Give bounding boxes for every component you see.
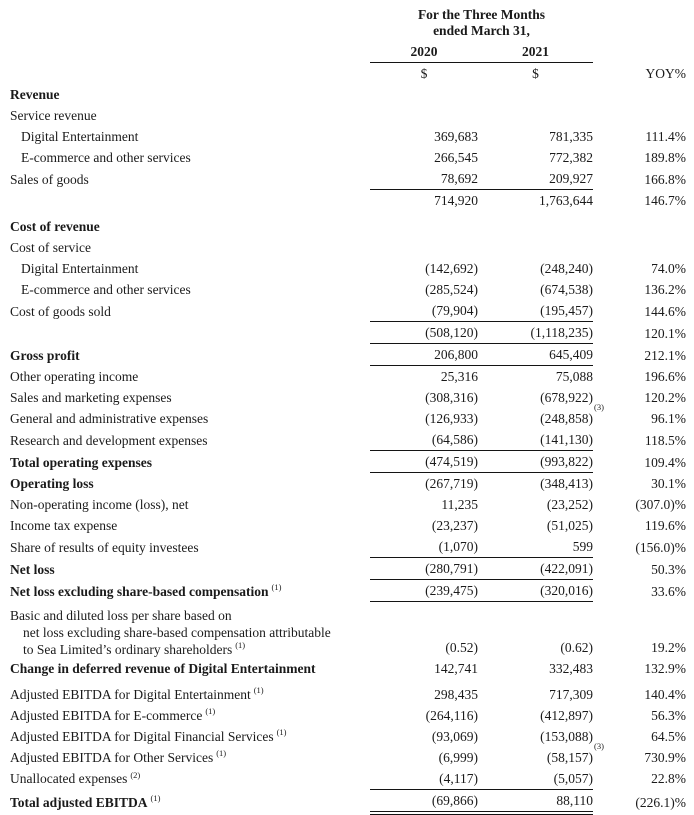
- row-label: Cost of service: [10, 240, 91, 255]
- period-line-2: ended March 31,: [433, 23, 530, 38]
- value-2020: (79,904): [431, 303, 478, 318]
- value-2021: 209,927: [549, 171, 593, 186]
- row-label: E-commerce and other services: [21, 150, 191, 165]
- value-2021: (993,822): [478, 451, 593, 473]
- value-2020: 78,692: [440, 171, 478, 186]
- row-label: Other operating income: [10, 369, 139, 384]
- table-row: [8, 726, 688, 747]
- table-row: [8, 258, 688, 279]
- value-yoy: 119.6%: [644, 518, 686, 533]
- footnote-marker: (1): [216, 748, 227, 758]
- value-2020: (239,475): [370, 580, 478, 602]
- table-row: [8, 515, 688, 536]
- value-2020: 369,683: [434, 129, 478, 144]
- row-label-line: Basic and diluted loss per share based on: [10, 607, 232, 623]
- table-row: [8, 322, 688, 344]
- table-row: [8, 366, 688, 388]
- row-label: Cost of revenue: [10, 219, 100, 234]
- row-label: Total adjusted EBITDA $^{(1)}$: [10, 793, 161, 810]
- table-row: [8, 536, 688, 558]
- value-2021: 332,483: [549, 660, 593, 676]
- row-label: Share of results of equity investees: [10, 539, 199, 555]
- value-2021: 645,409: [478, 344, 593, 366]
- table-row: [8, 768, 688, 790]
- value-2021: (348,413): [540, 476, 593, 491]
- value-2021: (195,457): [540, 303, 593, 318]
- value-2021: (141,130): [540, 432, 593, 447]
- value-yoy: 730.9%: [644, 749, 686, 765]
- table-row: [8, 451, 688, 473]
- value-yoy: 212.1%: [644, 347, 686, 363]
- value-2020: (142,692): [425, 261, 478, 276]
- table-row: [8, 168, 688, 190]
- table-row: [8, 580, 688, 602]
- value-2021: [478, 402, 604, 429]
- header-spacer: [8, 63, 370, 85]
- value-2021: 772,382: [549, 150, 593, 165]
- value-2021: (674,538): [540, 282, 593, 297]
- value-2021: (678,922): [540, 390, 593, 405]
- value-yoy: (226.1)%: [635, 794, 686, 810]
- value-yoy: 132.9%: [644, 660, 686, 676]
- value-yoy: 166.8%: [644, 171, 686, 187]
- value-2020: 298,435: [434, 686, 478, 702]
- table-row: [8, 658, 688, 679]
- table-body: [8, 84, 688, 813]
- value-yoy: (307.0)%: [635, 497, 686, 512]
- value-yoy: (156.0)%: [635, 539, 686, 555]
- table-row: [8, 408, 688, 429]
- header-spacer: [8, 7, 370, 42]
- table-row: [8, 387, 688, 408]
- value-2021: (422,091): [478, 558, 593, 580]
- value-2020: 142,741: [434, 660, 478, 676]
- row-label: [8, 190, 370, 212]
- footnote-marker: (1): [205, 706, 216, 716]
- value-2020: (64,586): [431, 432, 478, 447]
- value-2021: (51,025): [546, 518, 593, 533]
- value-2021: [478, 84, 593, 105]
- table-row: [8, 473, 688, 495]
- table-row: [8, 679, 688, 705]
- row-label: Digital Entertainment: [21, 261, 139, 276]
- footnote-marker: (1): [271, 582, 282, 592]
- value-2020: (508,120): [370, 322, 478, 344]
- value-yoy: 189.8%: [644, 150, 686, 165]
- value-2020: (264,116): [425, 707, 478, 723]
- table-row: [8, 602, 688, 658]
- row-label: [8, 602, 370, 658]
- value-with-footnote: (248,858) (3): [540, 402, 604, 426]
- table-row: [8, 147, 688, 168]
- value-2020: (69,866): [370, 789, 478, 813]
- table-row: [8, 105, 688, 126]
- value-2021: [478, 237, 593, 258]
- table-row: [8, 429, 688, 451]
- value-2021: 88,110: [478, 789, 593, 813]
- value-yoy: 33.6%: [651, 583, 686, 599]
- table-row: [8, 279, 688, 300]
- value-2021: (0.62): [560, 639, 593, 655]
- value-2020: [370, 211, 478, 237]
- value-2020: [370, 105, 478, 126]
- footnote-marker: (1): [253, 685, 264, 695]
- value-2021: 717,309: [549, 686, 593, 702]
- value-yoy: 109.4%: [644, 454, 686, 470]
- value-2020: (474,519): [370, 451, 478, 473]
- value-yoy: 64.5%: [651, 728, 686, 744]
- row-label: Research and development expenses: [10, 432, 208, 448]
- row-label: Total operating expenses: [10, 454, 153, 470]
- value-yoy: 50.3%: [651, 561, 686, 577]
- value-2020: [370, 237, 478, 258]
- value-yoy: 118.5%: [644, 432, 686, 448]
- row-label: Change in deferred revenue of Digital Entertainment: [10, 660, 316, 676]
- value-2020: 25,316: [440, 369, 478, 384]
- year-2020-header: 2020: [370, 42, 478, 63]
- row-label: Gross profit: [10, 347, 80, 363]
- value-yoy: 74.0%: [651, 261, 686, 276]
- value-2021: (153,088): [540, 728, 593, 744]
- currency-symbol-2020: $: [420, 66, 428, 81]
- value-2021: 1,763,644: [478, 190, 593, 212]
- header-spacer: [593, 7, 688, 42]
- value-yoy: 136.2%: [644, 282, 686, 297]
- row-label: Service revenue: [10, 108, 97, 123]
- header-spacer: [593, 42, 688, 63]
- footnote-marker: (2): [130, 769, 141, 780]
- footnote-marker: (1): [235, 640, 246, 650]
- period-header-row: [8, 7, 688, 42]
- value-2020: 266,545: [434, 150, 478, 165]
- value-yoy: [593, 211, 688, 237]
- table-row: [8, 84, 688, 105]
- row-label: Adjusted EBITDA for Other Services $^{(1)}$: [10, 748, 227, 765]
- value-2021: (1,118,235): [478, 322, 593, 344]
- value-2020: (93,069): [431, 728, 478, 744]
- value-2020: (1,070): [438, 539, 478, 554]
- row-label: [8, 322, 370, 344]
- value-2020: (23,237): [431, 518, 478, 533]
- value-2020: 11,235: [441, 497, 478, 512]
- row-label: Non-operating income (loss), net: [10, 497, 189, 512]
- row-label: General and administrative expenses: [10, 411, 209, 426]
- value-2020: (126,933): [425, 411, 478, 426]
- row-label: Revenue: [10, 87, 60, 102]
- row-label: Income tax expense: [10, 518, 118, 533]
- table-row: [8, 237, 688, 258]
- table-row: [8, 190, 688, 212]
- row-label: Net loss: [10, 561, 55, 577]
- table-row: [8, 789, 688, 813]
- value-2021: 599: [572, 539, 593, 554]
- value-2020: 714,920: [370, 190, 478, 212]
- footnote-marker: (1): [150, 793, 161, 803]
- value-2020: (285,524): [425, 282, 478, 297]
- year-2021-header: 2021: [478, 42, 593, 63]
- table-row: [8, 747, 688, 768]
- value-2021: [478, 211, 593, 237]
- value-2020: (4,117): [439, 770, 478, 786]
- value-2021: (23,252): [546, 497, 593, 512]
- currency-symbol-2021: $: [532, 66, 539, 81]
- period-header: [370, 7, 593, 42]
- row-label: Adjusted EBITDA for Digital Financial Services $^{(1)}$: [10, 727, 287, 744]
- value-yoy: 140.4%: [644, 686, 686, 702]
- row-label: Sales and marketing expenses: [10, 390, 172, 405]
- value-yoy: 120.2%: [644, 390, 686, 405]
- value-yoy: [593, 84, 688, 105]
- value-2021: (248,240): [540, 261, 593, 276]
- value-2020: (280,791): [370, 558, 478, 580]
- value-yoy: 22.8%: [651, 771, 686, 786]
- value-2020: (267,719): [425, 476, 478, 491]
- row-label: Net loss excluding share-based compensation $^{(1)}$: [10, 582, 282, 599]
- value-2021: 75,088: [555, 369, 593, 384]
- value-2021: (320,016): [478, 580, 593, 602]
- row-label: Digital Entertainment: [21, 129, 139, 144]
- row-label-line: net loss excluding share-based compensation attributable: [23, 624, 331, 640]
- value-2021: [478, 740, 604, 768]
- value-yoy: 120.1%: [644, 325, 686, 341]
- row-label: Sales of goods: [10, 171, 89, 187]
- row-label: Cost of goods sold: [10, 303, 111, 319]
- value-2021: [478, 105, 593, 126]
- table-row: [8, 558, 688, 580]
- table-row: [8, 300, 688, 322]
- value-2020: [370, 84, 478, 105]
- row-label: Operating loss: [10, 476, 94, 491]
- value-yoy: 96.1%: [651, 411, 686, 426]
- value-yoy: [593, 105, 688, 126]
- row-label: E-commerce and other services: [21, 282, 191, 297]
- value-2021: (412,897): [540, 707, 593, 723]
- value-yoy: [593, 237, 688, 258]
- value-2020: (0.52): [445, 639, 478, 655]
- financial-table: [8, 7, 688, 815]
- year-header-row: [8, 42, 688, 63]
- table-row: [8, 126, 688, 147]
- row-label: Adjusted EBITDA for Digital Entertainment $^{(1)}$: [10, 685, 264, 702]
- value-yoy: 111.4%: [645, 129, 686, 144]
- row-label: Adjusted EBITDA for E-commerce $^{(1)}$: [10, 706, 216, 723]
- value-2021: 781,335: [549, 129, 593, 144]
- value-2020: (6,999): [438, 749, 478, 765]
- currency-header-row: [8, 63, 688, 85]
- value-yoy: 56.3%: [651, 707, 686, 723]
- value-yoy: 144.6%: [644, 303, 686, 319]
- value-with-footnote: (58,157) (3): [546, 740, 604, 765]
- value-yoy: 196.6%: [644, 369, 686, 384]
- value-yoy: 19.2%: [651, 639, 686, 655]
- value-yoy: 30.1%: [651, 476, 686, 491]
- value-2020: (308,316): [425, 390, 478, 405]
- footnote-marker: (1): [276, 727, 287, 737]
- value-yoy: 146.7%: [644, 193, 686, 208]
- period-line-1: For the Three Months: [417, 7, 546, 22]
- value-2020: 206,800: [370, 344, 478, 366]
- table-row: [8, 494, 688, 515]
- header-spacer: [8, 42, 370, 63]
- table-row: [8, 344, 688, 366]
- row-label-line: to Sea Limited’s ordinary shareholders $^{(1)}$: [23, 640, 246, 657]
- table-row: [8, 211, 688, 237]
- table-row: [8, 705, 688, 726]
- row-label: Unallocated expenses $^{(2)}$: [10, 769, 141, 786]
- yoy-header: YOY%: [645, 66, 686, 81]
- value-2021: (5,057): [553, 770, 593, 786]
